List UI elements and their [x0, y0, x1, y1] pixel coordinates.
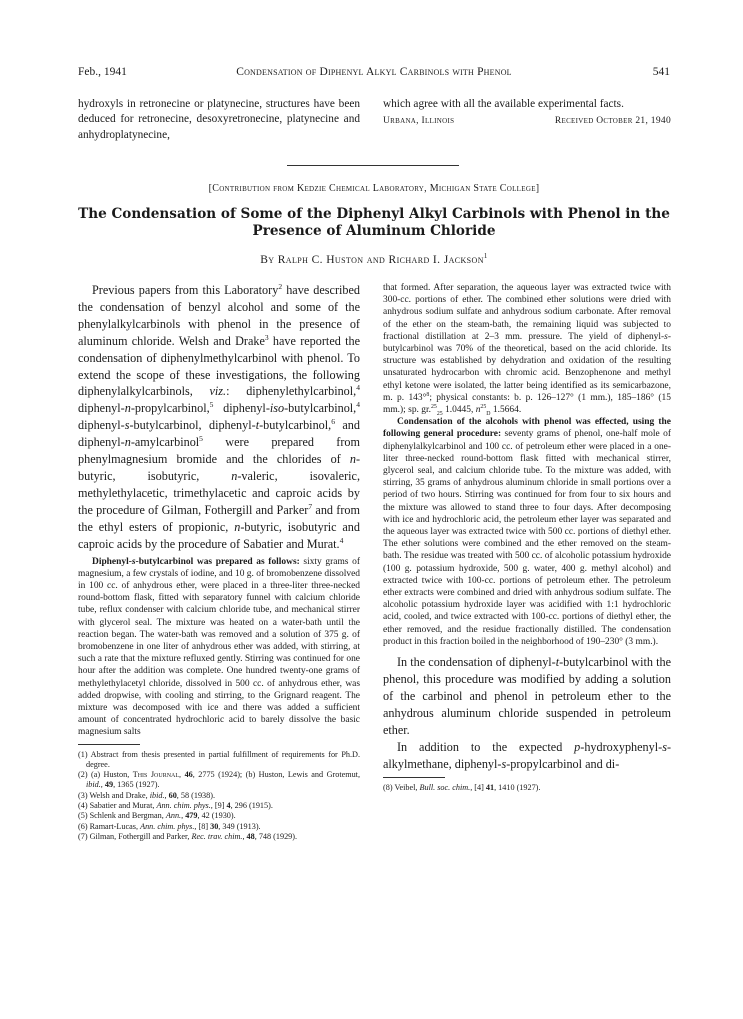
- footnote-6: (6) Ramart-Lucas, Ann. chim. phys., [8] 30, 349 (1913).: [78, 821, 261, 831]
- separator-rule: [287, 165, 459, 166]
- title-line-1: The Condensation of Some of the Diphenyl Alkyl Carbinols with Phenol in the: [78, 206, 670, 222]
- footnote-1: (1) Abstract from thesis presented in partial fulfillment of requirements for Ph.D. degree.: [78, 749, 360, 769]
- article-title: [78, 206, 670, 240]
- authors: By Ralph C. Huston and Richard I. Jackson: [260, 254, 484, 266]
- addition-paragraph: In addition to the expected p-hydroxyphenyl-s-alkylmethane, diphenyl-s-propylcarbinol and di-: [383, 739, 671, 771]
- received-date: Received October 21, 1940: [554, 116, 671, 127]
- previous-article-signature: [383, 114, 671, 129]
- intro-paragraph: Previous papers from this Laboratory$^2$ have described the condensation of benzyl alcohol and some of the phenylalkylcarbinols with phenol in the presence of aluminum chloride. Welsh and Drake$^3$ have reported the condensation of diphenylmethylcarbinol with phenol. To extend the scope of these investigations, the following diphenylalkylcarbinols, viz.: diphenylethylcarbinol,$^4$ diphenyl-n-propylcarbinol,$^5$ diphenyl-iso-butylcarbinol,$^4$ diphenyl-s-butylcarbinol, diphenyl-t-butylcarbinol,$^6$ and diphenyl-n-amylcarbinol$^5$ were prepared from phenylmagnesium bromide and the chlorides of n-butyric, isobutyric, n-valeric, isovaleric, methylethylacetic, trimethylacetic and caproic acids by the procedure of Gilman, Fothergill and Parker$^7$ and from the ethyl esters of propionic, n-butyric, isobutyric and caproic acids by the procedure of Sabatier and Murat.$^4$: [78, 281, 360, 551]
- footnote-rule: [78, 744, 140, 745]
- previous-article-end-right: [383, 97, 671, 130]
- previous-article-end-left: [78, 97, 360, 143]
- contribution-line: [Contribution from Kedzie Chemical Laboratory, Michigan State College]: [208, 183, 540, 194]
- right-column: [383, 282, 671, 794]
- condensation-heading: Condensation of the alcohols with phenol was effected, using the following general procedure:: [383, 417, 671, 440]
- previous-article-text-left: hydroxyls in retronecine or platynecine, structures have been deduced for retronecine, desoxyretronecine, platynecine and anhydroplatynecine,: [78, 98, 360, 141]
- footnotes-right: [383, 783, 671, 793]
- footnote-5: (5) Schlenk and Bergman, Ann., 479, 42 (1930).: [78, 811, 236, 821]
- footnote-3: (3) Welsh and Drake, ibid., 60, 58 (1938).: [78, 790, 215, 800]
- header-date: Feb., 1941: [78, 66, 127, 78]
- running-head: [78, 66, 670, 84]
- left-column: [78, 282, 360, 842]
- preparation-paragraph: Diphenyl-s-butylcarbinol was prepared as follows: sixty grams of magnesium, a few crystals of iodine, and 10 g. of bromobenzene dissolved in 100 cc. of anhydrous ether, were placed in a three-liter three-necked round-bottom flask, fitted with separatory funnel with calcium chloride tube, reflux condenser with calcium chloride tube, and mechanical stirrer with glycerol seal. The mixture was heated on a water-bath until the reaction began. The water-bath was removed and a solution of 375 g. of bromobenzene in one liter of anhydrous ether was added, with stirring, at such a rate that the mixture refluxed gently. Stirring was continued for one hour after the addition was complete. One hundred twenty-one grams of methylethylacetyl chloride, dissolved in 500 cc. of anhydrous ether, was added dropwise, with cooling and stirring, to the Grignard reagent. The mixture was decomposed with ice and there was added a sufficient amount of concentrated hydrochloric acid to barely dissolve the basic magnesium salts: [78, 556, 361, 738]
- preparation-heading: Diphenyl-s-butylcarbinol was prepared as follows:: [92, 556, 300, 567]
- footnotes: [78, 750, 360, 843]
- page-number: 541: [652, 66, 670, 78]
- footnote-7: (7) Gilman, Fothergill and Parker, Rec. trav. chim., 48, 748 (1929).: [78, 831, 298, 841]
- modification-paragraph: In the condensation of diphenyl-t-butylcarbinol with the phenol, this procedure was modified by adding a solution of the carbinol and phenol in petroleum ether to the anhydrous aluminum chloride suspended in petroleum ether.: [383, 655, 671, 737]
- condensation-paragraph: Condensation of the alcohols with phenol was effected, using the following general procedure: seventy grams of phenol, one-half mole of diphenylalkylcarbinol and 100 cc. of petroleum ether were placed in a one-liter three-necked round-bottom flask fitted with mechanical stirrer, glycerol seal, and calcium chloride tube. To the mixture was added, with stirring, 35 grams of anhydrous aluminum chloride in small portions over a period of two hours. Stirring was continued for from four to six hours and the mixture was allowed to stand three to four days. After decomposing with ice and hydrochloric acid, the petroleum ether layer was separated and the aqueous layer was extracted twice with 500 cc. portions of diethyl ether. The ether solutions were combined and the ether removed on the steam-bath. The residue was treated with 500 cc. of alcoholic potassium hydroxide (100 g. potassium hydroxide, 500 g. water, 400 g. methyl alcohol) and extracted twice with 100-cc. portions of petroleum ether. The petroleum ether extracts were combined and dried with anhydrous sodium sulfate. The alcoholic potassium hydroxide layer was acidified with 1:1 hydrochloric acid, cooled, and twice extracted with 100-cc. portions of diethyl ether, the ether removed, and the residue fractionally distilled. The condensation product in this fraction boiled in the neighborhood of 190–230° (3 mm.).: [383, 417, 671, 647]
- footnote-8: (8) Veibel, Bull. soc. chim., [4] 41, 1410 (1927).: [383, 783, 541, 793]
- footnote-2: (2) (a) Huston, This Journal, 46, 2775 (1924); (b) Huston, Lewis and Grotemut, ibid., 49, 1365 (1927).: [78, 770, 361, 790]
- footnote-rule-right: [383, 777, 445, 778]
- authors-footnote-mark: 1: [483, 252, 488, 261]
- footnote-4: (4) Sabatier and Murat, Ann. chim. phys., [9] 4, 296 (1915).: [78, 801, 273, 811]
- title-line-2: Presence of Aluminum Chloride: [252, 223, 496, 239]
- previous-article-text-right: which agree with all the available experimental facts.: [383, 98, 624, 110]
- authors-line: [78, 254, 670, 266]
- header-title: Condensation of Diphenyl Alkyl Carbinols with Phenol: [236, 66, 512, 78]
- synthesis-continuation: that formed. After separation, the aqueous layer was extracted twice with 300-cc. portions of ether. The combined ether solutions were dried with anhydrous sodium sulfate and anhydrous sodium carbonate. After removal of the ether on the steam-bath, the remaining liquid was subjected to fractional distillation at 2–3 mm. pressure. The yield of diphenyl-s-butylcarbinol was 70% of the theoretical, based on the acid chloride. Its structure was established by dehydration and oxidation of the resulting unsaturated hydrocarbon with chromic acid. Benzophenone and methyl ethyl ketone were isolated, the latter being identified as its semicarbazone, m. p. 143°$^8$; physical constants: b. p. 126–127° (1 mm.), 185–186° (15 mm.); sp. gr.$^{25}_{25}$ 1.0445, $n^{25}_D$ 1.5664.: [383, 283, 671, 417]
- location: Urbana, Illinois: [383, 116, 455, 127]
